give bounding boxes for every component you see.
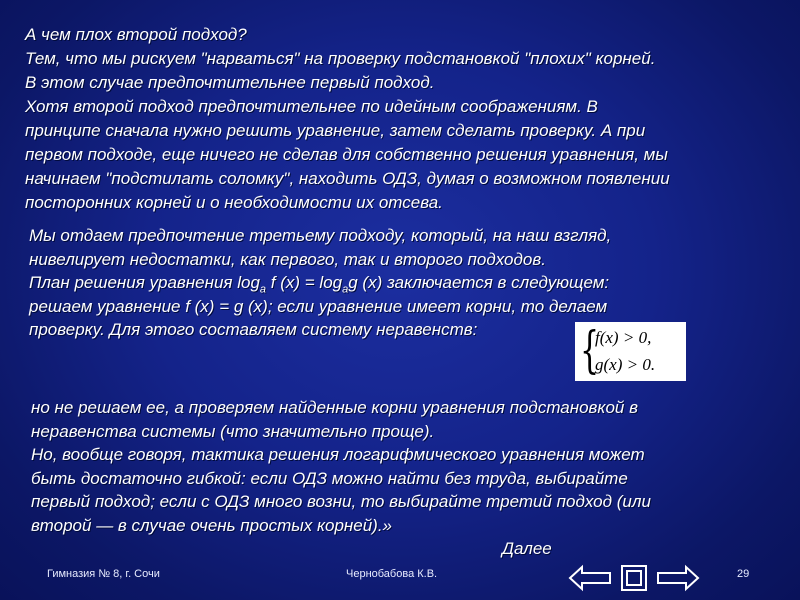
- text-line-plan: [29, 271, 611, 295]
- text-line: Но, вообще говоря, тактика решения логарифмического уравнения может: [31, 445, 645, 464]
- brace-glyph: {: [580, 321, 600, 379]
- arrow-right-icon: [656, 564, 700, 592]
- text-line: проверку. Для этого составляем систему неравенств:: [29, 320, 478, 339]
- inequality-f: f(x) > 0,: [595, 328, 652, 347]
- plan-formula-mid: f (x) = log: [266, 273, 343, 292]
- footer-author: Чернобабова К.В.: [346, 568, 438, 580]
- text-line: решаем уравнение f (x) = g (x); если уравнение имеет корни, то делаем: [29, 296, 608, 316]
- text-line: быть достаточно гибкой: если ОДЗ можно найти без труда, выбирайте: [31, 468, 628, 488]
- inequality-g: g(x) > 0.: [595, 355, 656, 374]
- text-line: первом подходе, еще ничего не сделав для собственно решения уравнения, мы: [25, 145, 668, 164]
- text-line: Тем, что мы рискуем "нарваться" на проверку подстановкой "плохих" корней.: [25, 49, 656, 68]
- log-base: a: [259, 283, 267, 296]
- text-line: второй — в случае очень простых корней).»: [31, 515, 393, 535]
- text-line: первый подход; если с ОДЗ много возни, то выбирайте третий подход (или: [31, 492, 651, 511]
- text-line: но не решаем ее, а проверяем найденные корни уравнения подстановкой в: [31, 398, 638, 417]
- page-number: 29: [737, 568, 750, 580]
- paragraph-approach-comparison: [25, 23, 670, 215]
- text-line: принципе сначала нужно решить уравнение, затем сделать проверку. А при: [25, 121, 646, 140]
- text-line: Хотя второй подход предпочтительнее по идейным соображениям. В: [25, 97, 598, 116]
- log-base: a: [342, 283, 349, 296]
- text-line: Мы отдаем предпочтение третьему подходу, который, на наш взгляд,: [29, 226, 612, 245]
- paragraph-conclusion: [31, 396, 651, 537]
- text-line: неравенства системы (что значительно проще).: [31, 421, 435, 441]
- plan-formula-tail: g (x) заключается в следующем:: [348, 273, 610, 292]
- text-line: посторонних корней и о необходимости их отсева.: [25, 193, 443, 212]
- next-link[interactable]: Далее: [502, 539, 552, 558]
- text-line: А чем плох второй подход?: [25, 25, 247, 44]
- inequality-system: [575, 322, 686, 381]
- text-line: В этом случае предпочтительнее первый подход.: [25, 73, 435, 92]
- text-line: нивелирует недостатки, как первого, так и второго подходов.: [29, 249, 546, 269]
- next-slide-button[interactable]: [656, 564, 700, 592]
- footer-school: Гимназия № 8, г. Сочи: [47, 568, 160, 580]
- prev-slide-button[interactable]: [568, 564, 612, 592]
- paragraph-third-approach: [29, 224, 611, 342]
- home-square-icon: [620, 564, 648, 592]
- arrow-left-icon: [568, 564, 612, 592]
- text-line: начинаем "подстилать соломку", находить ОДЗ, думая о возможном появлении: [25, 169, 670, 188]
- plan-text: План решения уравнения log: [29, 273, 260, 292]
- home-slide-button[interactable]: [620, 564, 648, 592]
